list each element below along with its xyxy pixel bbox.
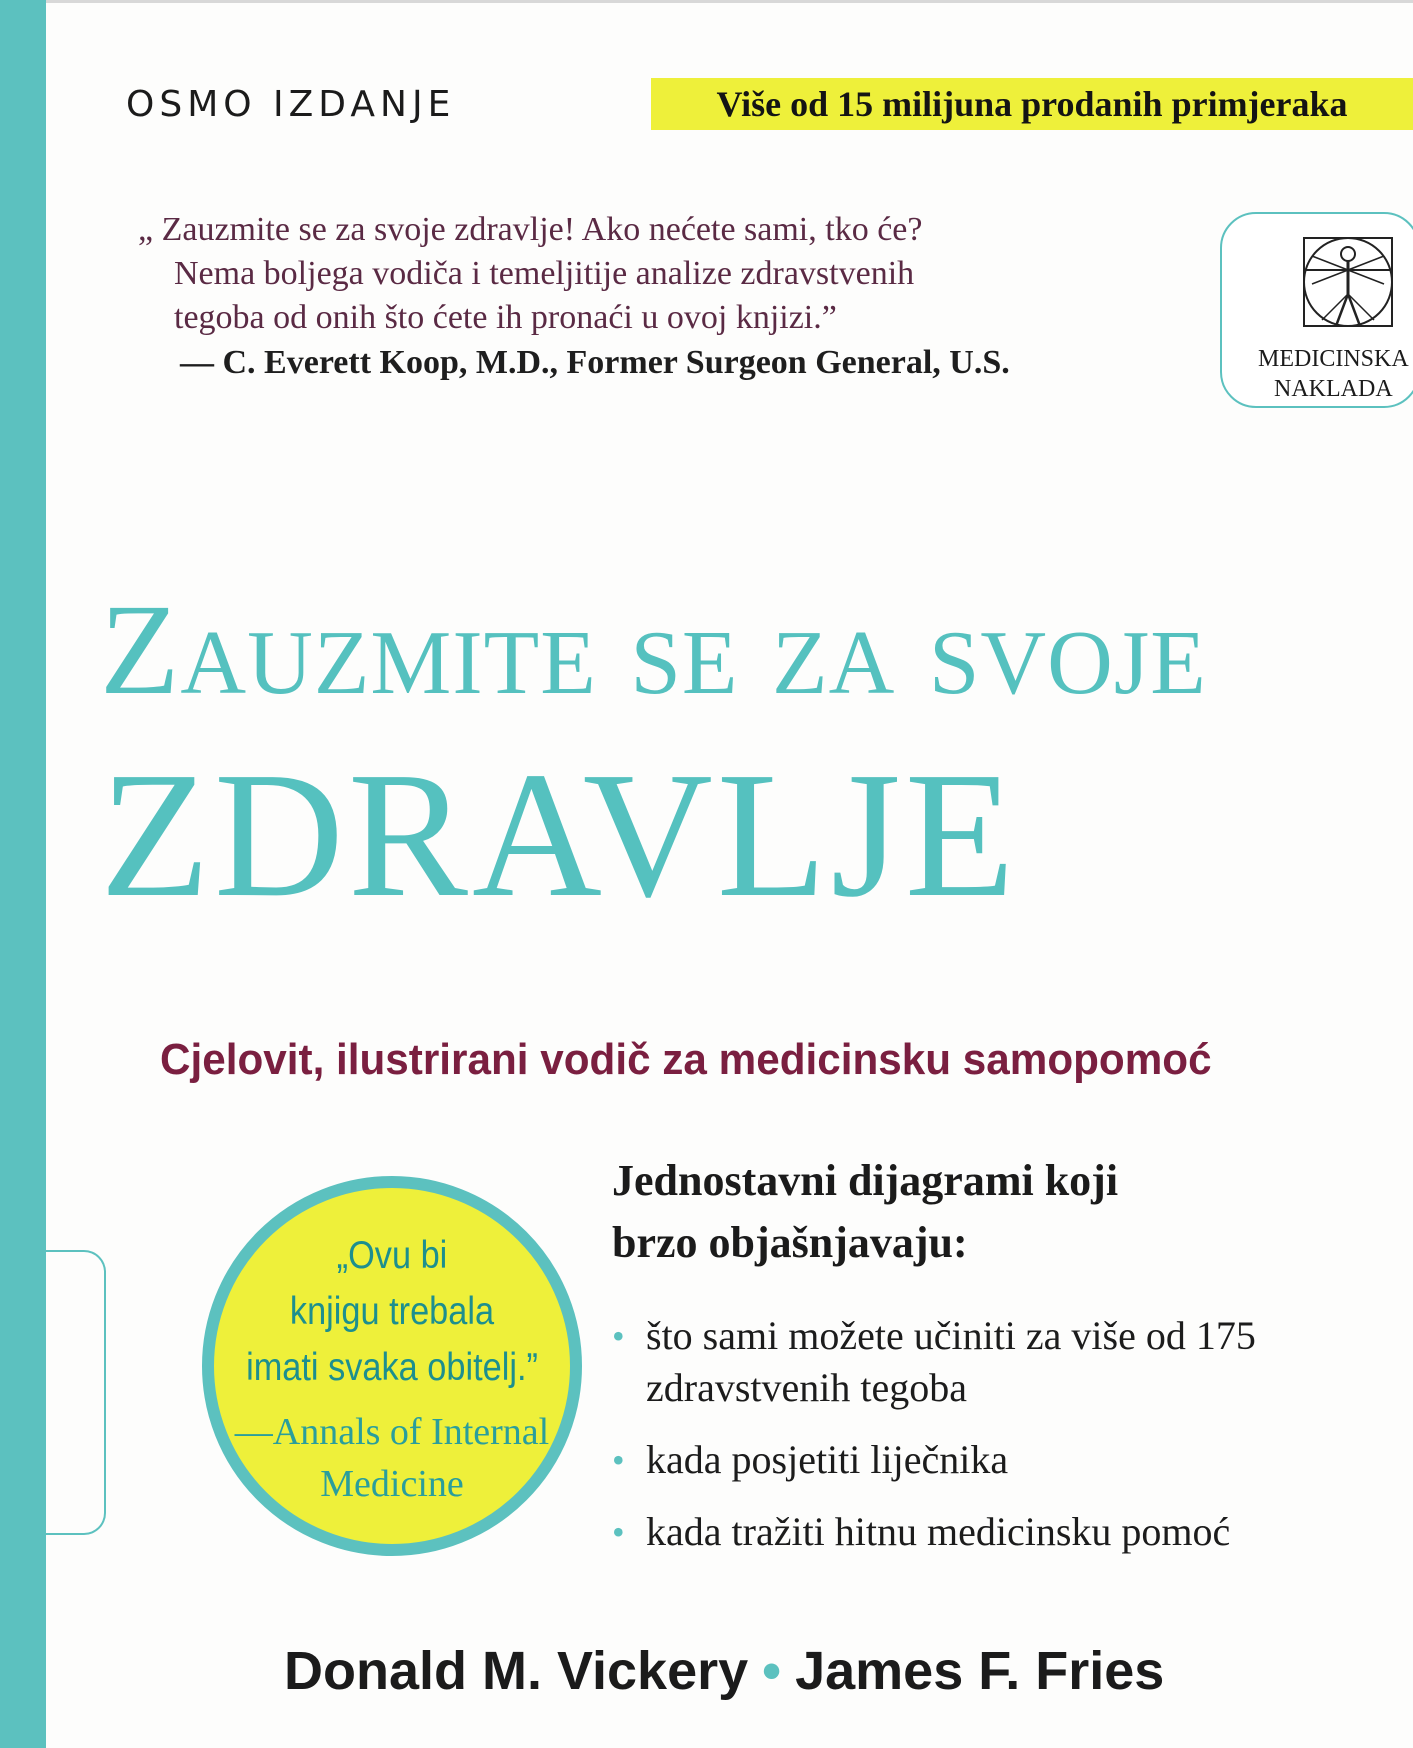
bullet-icon: • xyxy=(612,1512,625,1552)
badge-source xyxy=(214,1406,570,1510)
sales-banner-text: Više od 15 milijuna prodanih primjeraka xyxy=(716,84,1348,124)
endorsement-line-1: „ Zauzmite se za svoje zdravlje! Ako nećete sami, tko će? xyxy=(138,211,923,248)
badge-quote-line-3: imati svaka obitelj.” xyxy=(246,1346,538,1389)
badge-quote-line-1: „Ovu bi xyxy=(336,1234,448,1277)
endorsement-quote xyxy=(138,208,1118,386)
endorsement-line-2: Nema boljega vodiča i temeljitije analize zdravstvenih xyxy=(174,255,915,292)
review-badge xyxy=(202,1176,582,1556)
list-item-text: kada posjetiti liječnika xyxy=(646,1437,1009,1482)
badge-quote xyxy=(235,1228,548,1396)
endorsement-line-3: tegoba od onih što ćete ih pronaći u ovoj knjizi.” xyxy=(174,299,837,336)
authors xyxy=(284,1640,1164,1702)
teal-spine-stripe xyxy=(0,0,46,1748)
top-edge-line xyxy=(46,0,1413,3)
author-separator: • xyxy=(762,1641,782,1701)
author-2: James F. Fries xyxy=(795,1641,1165,1701)
publisher-name-line-2: NAKLADA xyxy=(1274,376,1393,402)
publisher-name xyxy=(1258,344,1409,404)
subtitle: Cjelovit, ilustrirani vodič za medicinsku samopomoć xyxy=(160,1035,1212,1084)
badge-quote-line-2: knjigu trebala xyxy=(289,1290,495,1333)
title-line-1: Zauzmite se za svoje xyxy=(100,578,1207,722)
publisher-name-line-1: MEDICINSKA xyxy=(1258,346,1409,372)
features-heading xyxy=(612,1150,1332,1274)
endorsement-author: — C. Everett Koop, M.D., Former Surgeon General, U.S. xyxy=(180,344,1010,381)
title-line-2: ZDRAVLJE xyxy=(100,735,1019,934)
bullet-icon: • xyxy=(612,1316,625,1356)
edition-label: OSMO IZDANJE xyxy=(126,84,456,125)
badge-source-line-2: Medicine xyxy=(320,1463,464,1505)
list-item xyxy=(612,1310,1332,1414)
endorsement-text xyxy=(138,208,1118,340)
features-heading-line-2: brzo objašnjavaju: xyxy=(612,1218,968,1267)
side-tab-outline xyxy=(46,1250,106,1535)
badge-source-line-1: —Annals of Internal xyxy=(234,1411,550,1453)
features-block xyxy=(612,1150,1332,1578)
publisher-logo xyxy=(1220,212,1413,408)
bullet-icon: • xyxy=(612,1440,625,1480)
sales-banner xyxy=(651,78,1413,130)
vitruvian-man-icon xyxy=(1298,232,1398,332)
list-item xyxy=(612,1434,1332,1486)
features-list xyxy=(612,1310,1332,1558)
list-item xyxy=(612,1506,1332,1558)
list-item-text: što sami možete učiniti za više od 175 zdravstvenih tegoba xyxy=(646,1313,1256,1410)
list-item-text: kada tražiti hitnu medicinsku pomoć xyxy=(646,1509,1231,1554)
author-1: Donald M. Vickery xyxy=(284,1641,749,1701)
features-heading-line-1: Jednostavni dijagrami koji xyxy=(612,1156,1119,1205)
